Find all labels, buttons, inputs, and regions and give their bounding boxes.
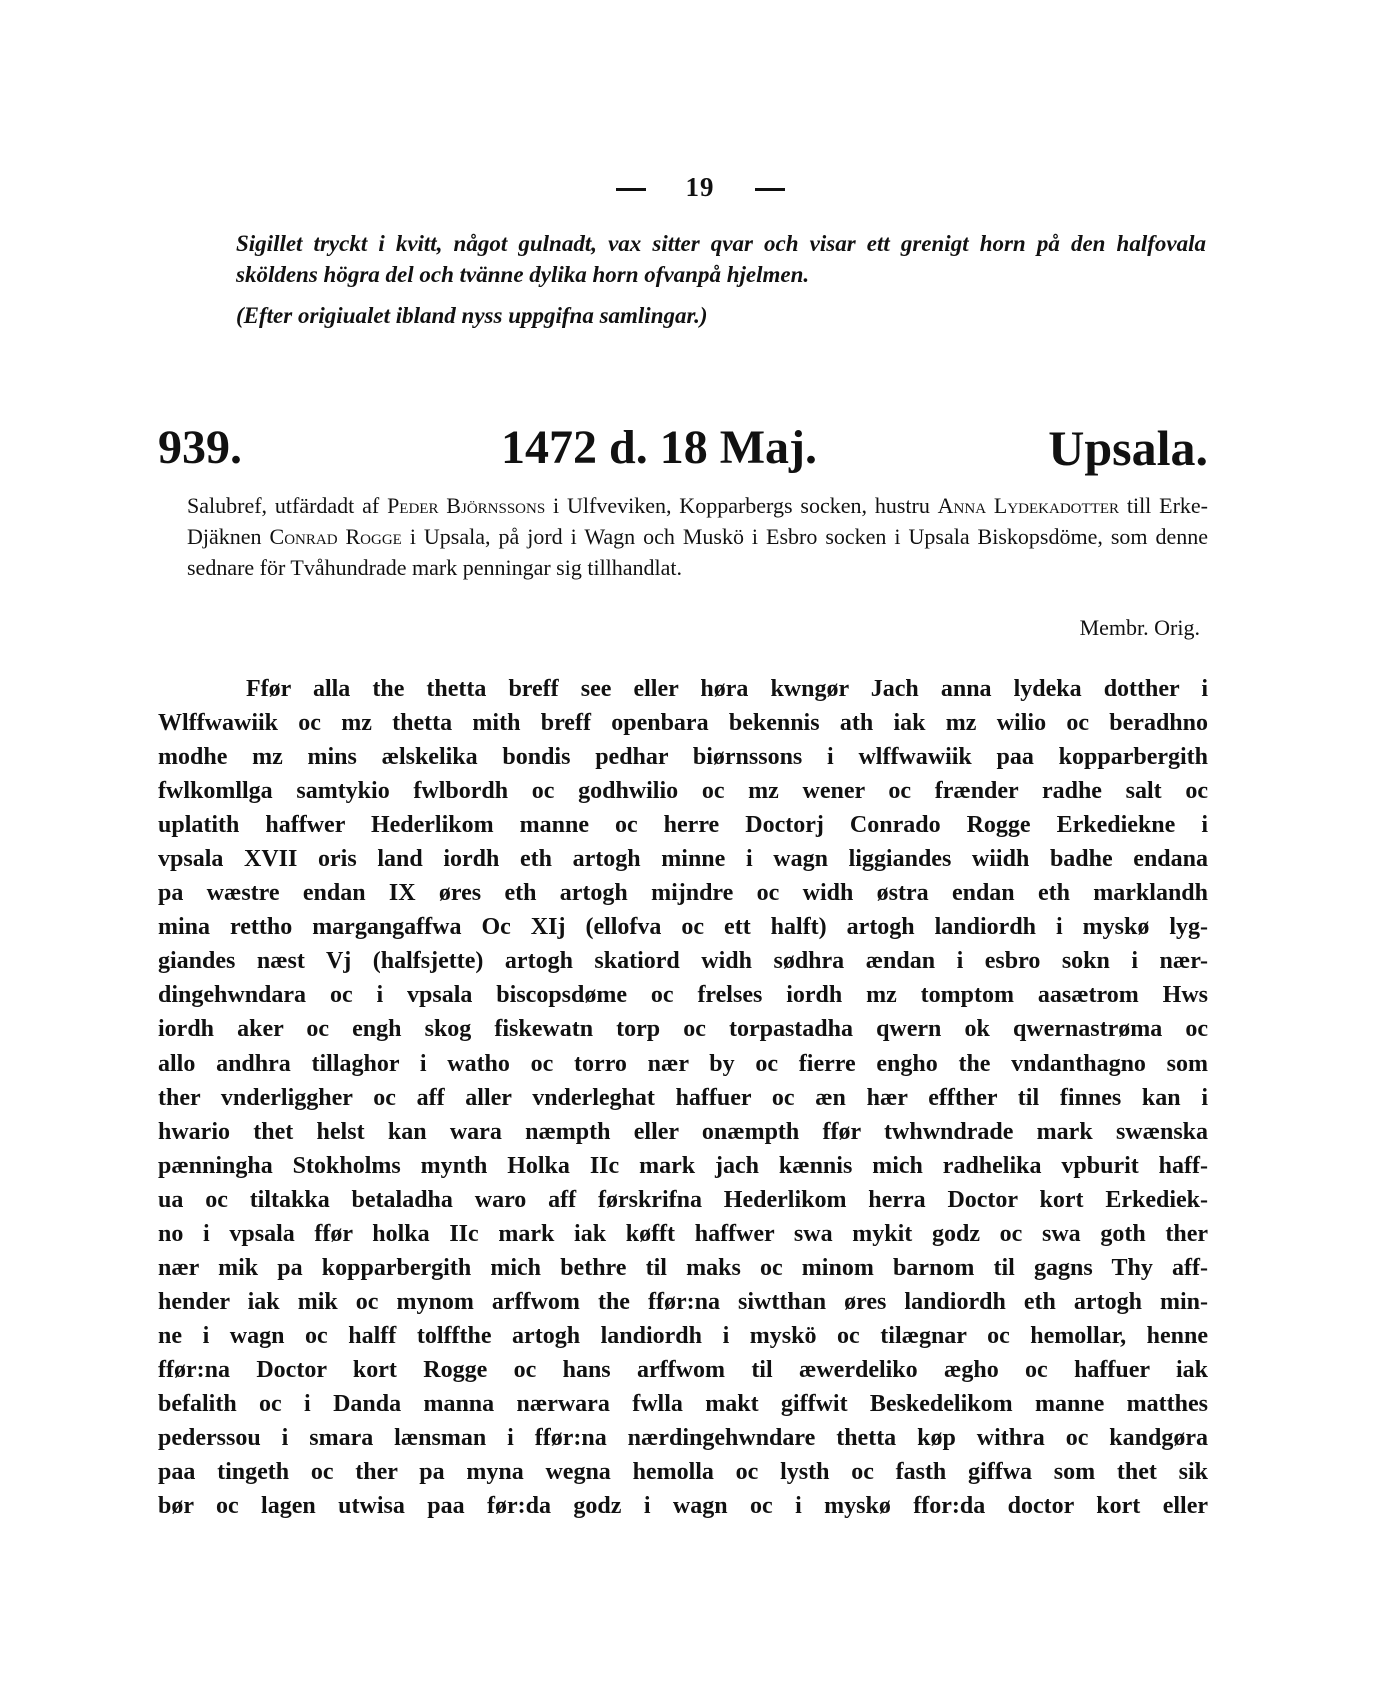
record-heading: [158, 420, 1208, 476]
letter-line: dingehwndara oc i vpsala biscopsdøme oc frelses iordh mz tomptom aasætrom Hws: [158, 982, 1208, 1009]
letter-line: pederssou i smara lænsman i ffør:na nærdingehwndare thetta køp withra oc kandgøra: [158, 1425, 1208, 1452]
letter-line: mina rettho margangaffwa Oc XIj (ellofva oc ett halft) artogh landiordh i myskø lyg-: [158, 914, 1208, 941]
summary-text: till Erke-Djäknen: [187, 493, 1208, 549]
letter-line: pænningha Stokholms mynth Holka IIc mark jach kænnis mich radhelika vpburit haff-: [158, 1152, 1208, 1179]
letter-line: hender iak mik oc mynom arffwom the ffør:na siwtthan øres landiordh eth artogh min-: [158, 1288, 1208, 1315]
record-date: 1472 d. 18 Maj.: [501, 421, 817, 474]
letter-line: giandes næst Vj (halfsjette) artogh skatiord widh sødhra ændan i esbro sokn i nær-: [158, 948, 1208, 975]
letter-line: paa tingeth oc ther pa myna wegna hemolla oc lysth oc fasth giffwa som thet sik: [158, 1459, 1208, 1486]
header-dash-right: [755, 188, 785, 191]
letter-line: ther vnderliggher oc aff aller vnderleghat haffuer oc æn hær effther til finnes kan i: [158, 1084, 1208, 1111]
letter-line: uplatith haffwer Hederlikom manne oc herre Doctorj Conrado Rogge Erkediekne i: [158, 812, 1208, 839]
record-place: Upsala.: [1048, 420, 1208, 476]
person-name: Conrad Rogge: [269, 524, 402, 549]
letter-line: vpsala XVII oris land iordh eth artogh minne i wagn liggiandes wiidh badhe endana: [158, 846, 1208, 873]
letter-line: Wlffwawiik oc mz thetta mith breff openbara bekennis ath iak mz wilio oc beradhno: [158, 710, 1208, 737]
letter-line: Ffør alla the thetta breff see eller høra kwngør Jach anna lydeka dotther i: [246, 676, 1208, 702]
letter-line: ffør:na Doctor kort Rogge oc hans arffwom til æwerdeliko ægho oc haffuer iak: [158, 1356, 1208, 1383]
record-number: 939.: [158, 421, 242, 474]
page-number: 19: [685, 172, 715, 202]
letter-body: [158, 672, 1208, 1523]
page-header: [0, 172, 1400, 203]
summary-text: i Ulfveviken, Kopparbergs socken, hustru: [545, 493, 938, 518]
membrane-original-note: Membr. Orig.: [1079, 615, 1200, 640]
summary-text: Salubref, utfärdadt af: [187, 493, 388, 518]
person-name: Peder Björnssons: [387, 493, 546, 518]
letter-line: allo andhra tillaghor i watho oc torro nær by oc fierre engho the vndanthagno som: [158, 1050, 1208, 1077]
letter-line: befalith oc i Danda manna nærwara fwlla makt giffwit Beskedelikom manne matthes: [158, 1390, 1208, 1417]
letter-line: nær mik pa kopparbergith mich bethre til maks oc minom barnom til gagns Thy aff-: [158, 1254, 1208, 1281]
letter-line: hwario thet helst kan wara næmpth eller onæmpth ffør twhwndrade mark swænska: [158, 1118, 1208, 1145]
letter-line: ne i wagn oc halff tolffthe artogh landiordh i myskö oc tilægnar oc hemollar, henne: [158, 1322, 1208, 1349]
summary-text: i Upsala, på jord i Wagn och Muskö i Esbro socken i Upsala Biskopsdöme, som denne sednare för Tvåhundrade mark penningar sig tillhandlat.: [187, 524, 1209, 580]
letter-line: bør oc lagen utwisa paa før:da godz i wagn oc i myskø ffor:da doctor kort eller: [158, 1493, 1208, 1520]
letter-line: fwlkomllga samtykio fwlbordh oc godhwilio oc mz wener oc frænder radhe salt oc: [158, 778, 1208, 805]
person-name: Anna Lydekadotter: [937, 493, 1119, 518]
letter-line: modhe mz mins ælskelika bondis pedhar biørnssons i wlffwawiik paa kopparbergith: [158, 744, 1208, 771]
letter-line: iordh aker oc engh skog fiskewatn torp oc torpastadha qwern ok qwernastrøma oc: [158, 1016, 1208, 1043]
header-dash-left: [616, 188, 646, 191]
source-note: (Efter origiualet ibland nyss uppgifna samlingar.): [236, 303, 708, 328]
seal-description: Sigillet tryckt i kvitt, något gulnadt, vax sitter qvar och visar ett grenigt horn på den halfovala sköldens högra del och tvänne dylika horn ofvanpå hjelmen.: [236, 231, 1206, 287]
letter-line: no i vpsala ffør holka IIc mark iak køfft haffwer swa mykit godz oc swa goth ther: [158, 1220, 1208, 1247]
letter-line: ua oc tiltakka betaladha waro aff førskrifna Hederlikom herra Doctor kort Erkediek-: [158, 1186, 1208, 1213]
letter-line: pa wæstre endan IX øres eth artogh mijndre oc widh østra endan eth marklandh: [158, 880, 1208, 907]
record-summary: [187, 490, 1208, 583]
